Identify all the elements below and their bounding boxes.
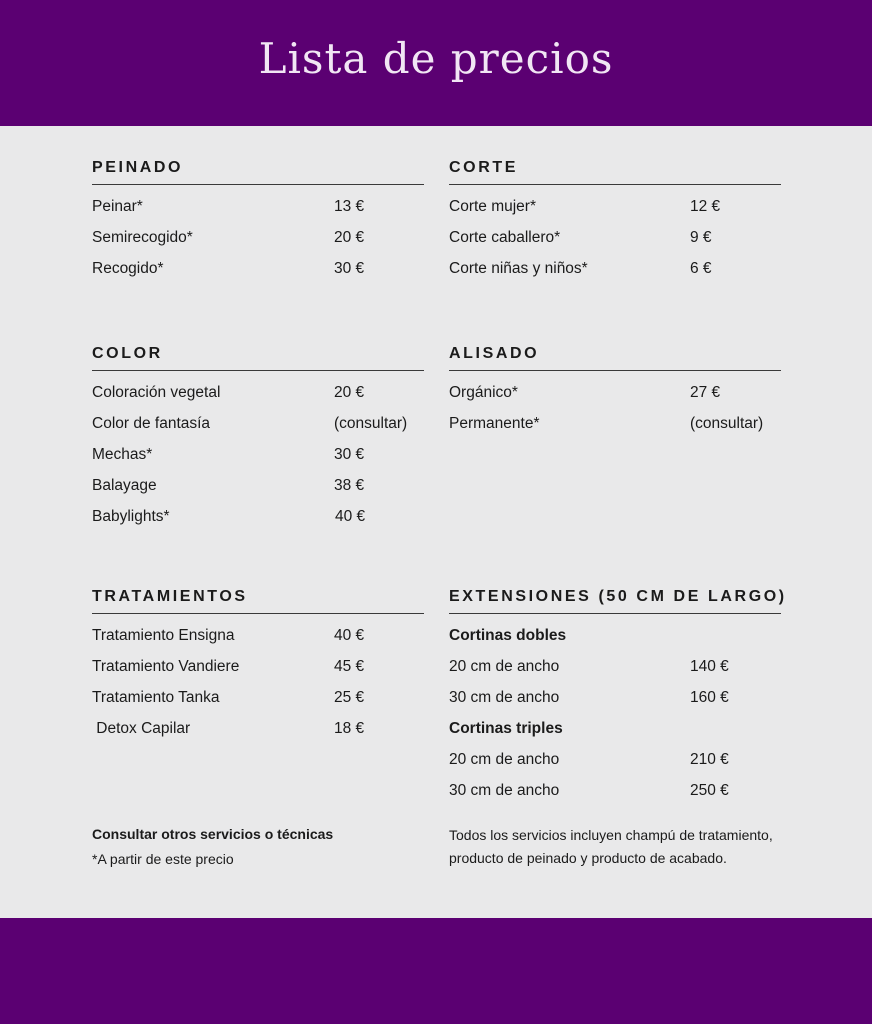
service-price: 40 € [335, 508, 366, 525]
service-price: 45 € [334, 658, 365, 675]
service-price: 18 € [334, 720, 365, 737]
price-row [92, 222, 424, 253]
section-peinado [92, 158, 424, 284]
service-price: 20 € [334, 384, 365, 401]
service-label: Balayage [92, 477, 157, 494]
service-label: 30 cm de ancho [449, 689, 560, 706]
footer-note-title: Consultar otros servicios o técnicas [92, 826, 334, 842]
price-row [92, 682, 424, 713]
section-heading: EXTENSIONES (50 CM DE LARGO) [449, 587, 781, 614]
footer-band [0, 918, 872, 1024]
price-row [449, 191, 781, 222]
service-label: Mechas* [92, 446, 153, 463]
service-label: Corte niñas y niños* [449, 260, 588, 277]
subheading-cortinas-triples: Cortinas triples [449, 720, 563, 737]
footer-note: *A partir de este precio [92, 851, 234, 867]
section-heading: TRATAMIENTOS [92, 587, 424, 614]
price-row [449, 651, 781, 682]
price-row [92, 191, 424, 222]
price-row [92, 408, 424, 439]
section-tratamientos [92, 587, 424, 744]
service-label: Babylights* [92, 508, 170, 525]
service-price: 9 € [690, 229, 712, 246]
service-label: Permanente* [449, 415, 540, 432]
service-price: (consultar) [334, 415, 408, 432]
service-price: 40 € [334, 627, 365, 644]
section-heading: CORTE [449, 158, 781, 185]
section-alisado [449, 344, 781, 439]
service-price: 38 € [334, 477, 365, 494]
subheading-cortinas-dobles: Cortinas dobles [449, 627, 567, 644]
service-price: 160 € [690, 689, 729, 706]
service-label: Corte mujer* [449, 198, 536, 215]
service-label: Tratamiento Vandiere [92, 658, 240, 675]
service-price: 140 € [690, 658, 729, 675]
section-heading: COLOR [92, 344, 424, 371]
price-row [92, 377, 424, 408]
price-row [92, 501, 424, 532]
service-price: 12 € [690, 198, 721, 215]
service-price: 30 € [334, 446, 365, 463]
service-price: 210 € [690, 751, 729, 768]
service-label: Recogido* [92, 260, 164, 277]
service-price: 250 € [690, 782, 729, 799]
section-color [92, 344, 424, 532]
service-label: 30 cm de ancho [449, 782, 560, 799]
price-row [449, 408, 781, 439]
section-extensiones [449, 587, 787, 806]
price-row [449, 377, 781, 408]
service-label: 20 cm de ancho [449, 751, 560, 768]
service-label: 20 cm de ancho [449, 658, 560, 675]
service-label: Coloración vegetal [92, 384, 221, 401]
price-row [92, 620, 424, 651]
footer-info: Todos los servicios incluyen champú de tratamiento, producto de peinado y producto de acabado. [449, 827, 773, 866]
service-price: 20 € [334, 229, 365, 246]
price-row [449, 253, 781, 284]
price-row [92, 253, 424, 284]
service-price: 6 € [690, 260, 712, 277]
service-label: Tratamiento Ensigna [92, 627, 235, 644]
price-row [92, 470, 424, 501]
price-row [449, 682, 781, 713]
service-price: 27 € [690, 384, 721, 401]
service-label: Tratamiento Tanka [92, 689, 220, 706]
section-corte [449, 158, 781, 284]
price-row [92, 439, 424, 470]
service-label: Detox Capilar [92, 720, 191, 737]
service-label: Orgánico* [449, 384, 518, 401]
price-row [92, 651, 424, 682]
service-price: 25 € [334, 689, 365, 706]
service-price: 13 € [334, 198, 365, 215]
price-row [449, 222, 781, 253]
service-label: Peinar* [92, 198, 143, 215]
page-title: Lista de precios [258, 34, 614, 83]
service-price: 30 € [334, 260, 365, 277]
price-row [449, 775, 781, 806]
section-heading: ALISADO [449, 344, 781, 371]
price-row [449, 744, 781, 775]
service-label: Semirecogido* [92, 229, 193, 246]
service-label: Color de fantasía [92, 415, 211, 432]
price-row [92, 713, 424, 744]
service-label: Corte caballero* [449, 229, 561, 246]
section-heading: PEINADO [92, 158, 424, 185]
service-price: (consultar) [690, 415, 764, 432]
